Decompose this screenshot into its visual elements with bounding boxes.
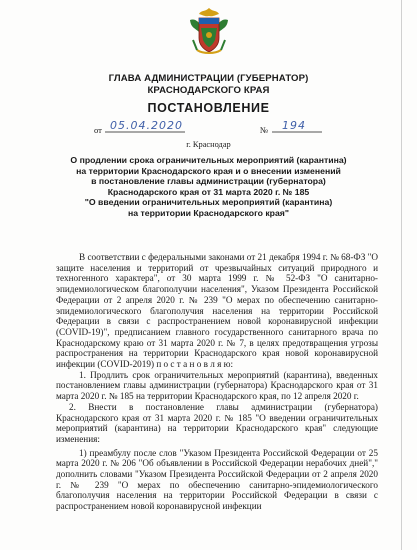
number-label: № bbox=[260, 125, 269, 135]
item-1-paragraph: 1. Продлить срок ограничительных мероприятий (карантина), введенных постановлением главы администрации (губернатора) Краснодарского края от 31 марта 2020 г. № 185 на территории Краснодарского края, по 12 апреля 2020 г. bbox=[56, 369, 378, 402]
date-underline bbox=[105, 131, 185, 133]
subject-line-3: в постановление главы администрации (губернатора) bbox=[91, 176, 326, 186]
subject-line-5: "О введении ограничительных мероприятий (карантина) bbox=[84, 197, 333, 207]
subject-line-1: О продлении срока ограничительных мероприятий (карантина) bbox=[70, 155, 347, 165]
date-label: от bbox=[94, 125, 102, 135]
city-line: г. Краснодар bbox=[186, 140, 231, 149]
coat-of-arms-icon bbox=[187, 6, 231, 56]
subject-line-4: Краснодарского края от 31 марта 2020 г. № 185 bbox=[107, 186, 310, 197]
item-2-1-paragraph: 1) преамбулу после слов "Указом Президента Российской Федерации от 25 марта 2020 г. № 206 "Об объявлении в Российской Федерации нерабочих дней"," дополнить словами "Указом Президента Российской Федерации от 2 апреля 2020 г. № 239 "О мерах по обеспечению санитарно-эпидемиологического благополучия населения на территории Российской Федерации в связи с распространением новой коронавирусной инфекции bbox=[56, 447, 378, 512]
subject-line-6: на территории Краснодарского края" bbox=[127, 207, 289, 218]
authority-line-1: ГЛАВА АДМИНИСТРАЦИИ (ГУБЕРНАТОР) bbox=[108, 73, 309, 84]
preamble-paragraph: В соответствии с федеральными законами от 21 декабря 1994 г. № 68-ФЗ "О защите населения и территорий от чрезвычайных ситуаций природного и техногенного характера", от 30 марта 1999 г. № 52-ФЗ "О санитарно-эпидемиологическом благополучии населения", Указом Президента Российской Федерации от 2 апреля 2020 г. № 239 "О мерах по обеспечению санитарно-эпидемиологического благополучия населения на территории Российской Федерации в связи с распространением новой коронавирусной инфекции (COVID-19)", предписанием главного государственного санитарного врача по Краснодарскому краю от 31 марта 2020 г. № 7, в целях предотвращения угрозы распространения на территории Краснодарского края новой коронавирусной инфекции (COVID-2019) п о с т а н о в л я ю: bbox=[56, 252, 378, 370]
scan-edge-line bbox=[401, 0, 402, 550]
handwritten-number: 194 bbox=[282, 119, 306, 132]
item-2-paragraph: 2. Внести в постановление главы администрации (губернатора) Краснодарского края от 31 марта 2020 г. № 185 "О введении ограничительных мероприятий (карантина) на территории Краснодарского края" следующие изменения: bbox=[56, 401, 378, 444]
subject-line-2: на территории Краснодарского края и о внесении изменений bbox=[76, 165, 341, 176]
authority-line-2: КРАСНОДАРСКОГО КРАЯ bbox=[147, 85, 270, 96]
number-underline bbox=[272, 131, 322, 133]
handwritten-date: 05.04.2020 bbox=[110, 119, 183, 132]
document-body bbox=[56, 252, 378, 512]
document-title: ПОСТАНОВЛЕНИЕ bbox=[147, 101, 270, 115]
